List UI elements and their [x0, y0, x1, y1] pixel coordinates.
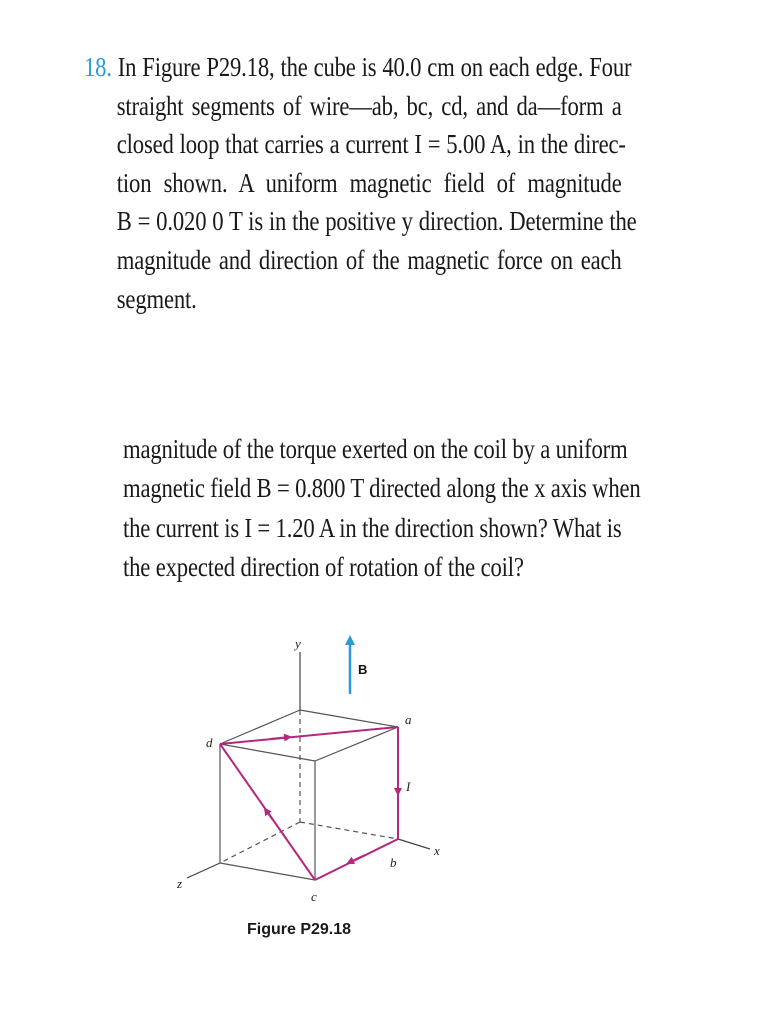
label-d: d [206, 735, 213, 750]
problem-18 [84, 48, 637, 318]
cube-edge-top-back [300, 710, 398, 727]
label-y: y [295, 636, 301, 651]
wire-segment-da [220, 727, 398, 744]
cube-edge-top-front [220, 744, 315, 761]
fragment-line-1: magnitude of the torque exerted on the coil by a uniform [123, 434, 628, 464]
label-I: I [406, 779, 411, 794]
problem-line-2: straight segments of wire—ab, bc, cd, and da—form a [116, 90, 622, 121]
cube-edge-top-right [315, 727, 398, 761]
figure-caption: Figure P29.18 [247, 921, 352, 938]
cube-edge-bottom-front [220, 863, 315, 880]
problem-line-6: magnitude and direction of the magnetic force on each [116, 244, 622, 275]
label-z: z [177, 876, 183, 891]
label-a: a [405, 712, 412, 727]
fragment-line-2: magnetic field B = 0.800 T directed along the x axis when [123, 473, 641, 504]
current-arrow-cd [265, 809, 273, 820]
problem-line-4: tion shown. A uniform magnetic field of magnitude [116, 167, 622, 198]
current-arrow-da [270, 737, 290, 739]
fragment-line-3: the current is I = 1.20 A in the direction shown? What is [123, 512, 622, 543]
x-axis [398, 839, 430, 849]
z-axis [187, 863, 220, 878]
fragment-line-4: the expected direction of rotation of the coil? [123, 551, 524, 582]
problem-line-3: closed loop that carries a current I = 5.00 A, in the direc- [116, 129, 626, 160]
label-B: B [358, 662, 368, 677]
problem-line-7: segment. [116, 283, 197, 314]
label-x: x [434, 843, 440, 858]
cube-figure [160, 622, 480, 952]
label-c: c [311, 889, 317, 904]
problem-number: 18. [84, 52, 112, 82]
cube-edge-top-left [220, 710, 300, 744]
problem-line-1: 18. In Figure P29.18, the cube is 40.0 cm on each edge. Four [84, 52, 632, 82]
label-b: b [390, 855, 397, 870]
problem-line-5: B = 0.020 0 T is in the positive y direction. Determine the [116, 206, 637, 237]
current-arrow-bc [348, 855, 365, 863]
torque-question-fragment [123, 430, 721, 587]
